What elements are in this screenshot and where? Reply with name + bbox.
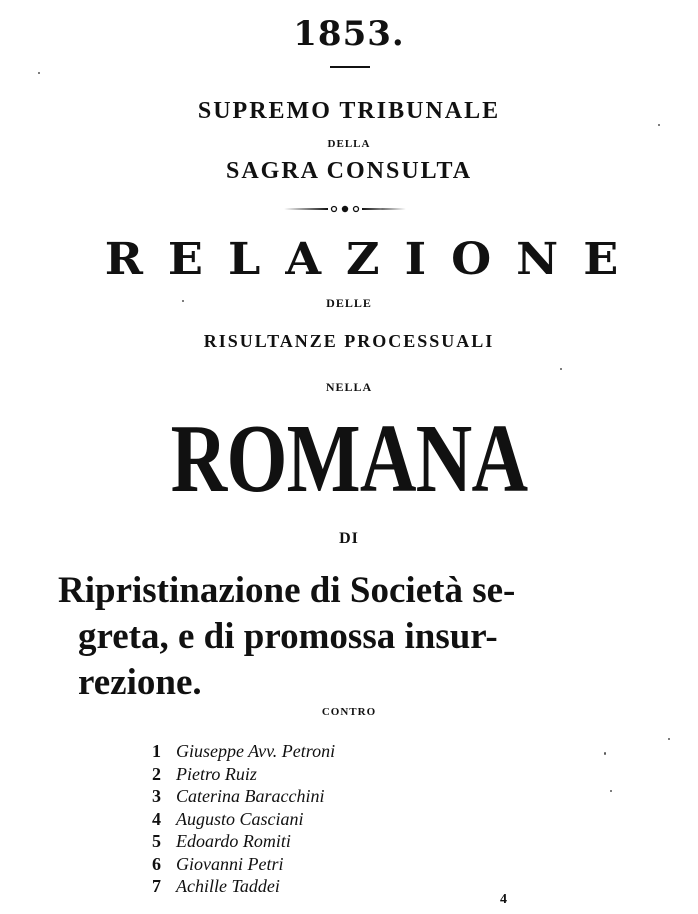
- defendant-number: 1: [152, 741, 161, 761]
- title-connector-nella: NELLA: [325, 380, 373, 394]
- list-item: [152, 808, 452, 831]
- defendant-name: Achille Taddei: [176, 876, 280, 896]
- defendant-name: Pietro Ruiz: [176, 763, 257, 784]
- case-subject-line: rezione.: [78, 662, 202, 703]
- defendant-name: Caterina Baracchini: [176, 786, 325, 806]
- case-subject-line: Ripristinazione di Società se-: [58, 570, 516, 611]
- scan-speck: [182, 300, 184, 302]
- scan-speck: [560, 368, 562, 370]
- defendant-number: 2: [152, 763, 161, 784]
- short-rule-divider: [330, 66, 370, 68]
- defendant-name: Edoardo Romiti: [176, 831, 291, 851]
- case-name: ROMANA: [170, 405, 528, 513]
- scan-speck: [38, 72, 40, 74]
- defendant-number: 5: [152, 831, 161, 851]
- year: 1853.: [293, 14, 405, 54]
- court-subname: SAGRA CONSULTA: [225, 158, 473, 184]
- court-connector: DELLA: [327, 138, 371, 150]
- court-name: SUPREMO TRIBUNALE: [197, 98, 501, 124]
- defendant-list: [152, 740, 452, 898]
- list-item: [152, 875, 452, 898]
- case-subject: [58, 568, 658, 706]
- defendant-name: Giuseppe Avv. Petroni: [176, 741, 336, 761]
- scan-speck: [610, 790, 612, 792]
- list-item: [152, 740, 452, 763]
- title-subject: RISULTANZE PROCESSUALI: [203, 331, 495, 351]
- scan-speck: [604, 752, 606, 755]
- list-item: [152, 853, 452, 876]
- list-item: [152, 830, 452, 853]
- defendant-number: 4: [152, 808, 161, 829]
- title-connector-delle: DELLE: [326, 296, 372, 310]
- document-title: RELAZIONE: [104, 233, 644, 285]
- scan-speck: [658, 124, 660, 126]
- defendant-number: 6: [152, 853, 161, 874]
- footer-mark: 4: [500, 892, 507, 907]
- case-subject-line: greta, e di promossa insur-: [78, 616, 498, 657]
- defendant-name: Giovanni Petri: [176, 853, 284, 874]
- title-connector-di: DI: [339, 530, 359, 547]
- scan-speck: [668, 738, 670, 740]
- list-item: [152, 785, 452, 808]
- defendant-number: 3: [152, 786, 161, 806]
- defendant-name: Augusto Casciani: [176, 808, 304, 829]
- ornamental-divider: [284, 202, 406, 216]
- list-item: [152, 763, 452, 786]
- defendant-number: 7: [152, 876, 161, 896]
- contro-label: CONTRO: [321, 706, 377, 718]
